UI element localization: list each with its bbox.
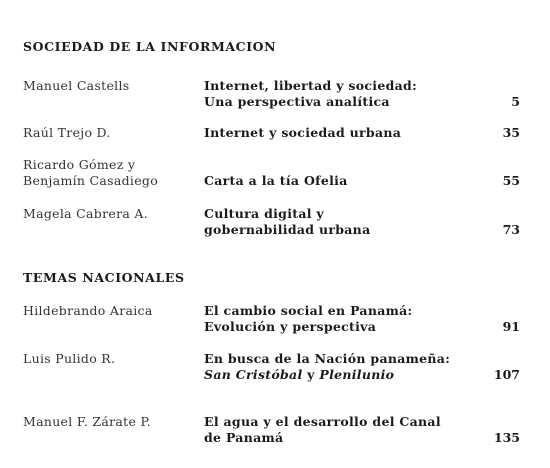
- section-title-temas-nacionales: TEMAS NACIONALES: [23, 270, 185, 285]
- entry-author: Magela Cabrera A.: [23, 206, 148, 221]
- entry-title: Carta a la tía Ofelia: [204, 173, 348, 188]
- entry-page-number: 135: [493, 430, 520, 445]
- entry-page-number: 73: [502, 222, 520, 237]
- entry-author: Ricardo Gómez y Benjamín Casadiego: [23, 157, 159, 188]
- entry-title: El cambio social en Panamá: Evolución y perspectiva: [204, 303, 413, 334]
- entry-page-number: 35: [502, 125, 520, 140]
- entry-author: Raúl Trejo D.: [23, 125, 111, 140]
- italic-title-part-a: San Cristóbal: [204, 367, 303, 382]
- entry-title: Cultura digital y gobernabilidad urbana: [204, 206, 371, 237]
- entry-title: Internet y sociedad urbana: [204, 125, 402, 140]
- entry-page-number: 91: [502, 319, 520, 334]
- italic-title-join: y: [302, 367, 320, 382]
- section-title-sociedad: SOCIEDAD DE LA INFORMACION: [23, 39, 277, 54]
- entry-author: Hildebrando Araica: [23, 303, 153, 318]
- entry-page-number: 5: [511, 94, 520, 109]
- entry-author: Manuel F. Zárate P.: [23, 414, 151, 429]
- entry-author: Manuel Castells: [23, 78, 130, 93]
- entry-author: Luis Pulido R.: [23, 351, 116, 366]
- entry-page-number: 107: [493, 367, 520, 382]
- entry-title: En busca de la Nación panameña: San Cristóbal y Plenilunio: [204, 351, 451, 382]
- entry-title: El agua y el desarrollo del Canal de Panamá: [204, 414, 441, 445]
- italic-title-part-b: Plenilunio: [319, 367, 395, 382]
- entry-page-number: 55: [502, 173, 520, 188]
- entry-title: Internet, libertad y sociedad: Una perspectiva analítica: [204, 78, 418, 109]
